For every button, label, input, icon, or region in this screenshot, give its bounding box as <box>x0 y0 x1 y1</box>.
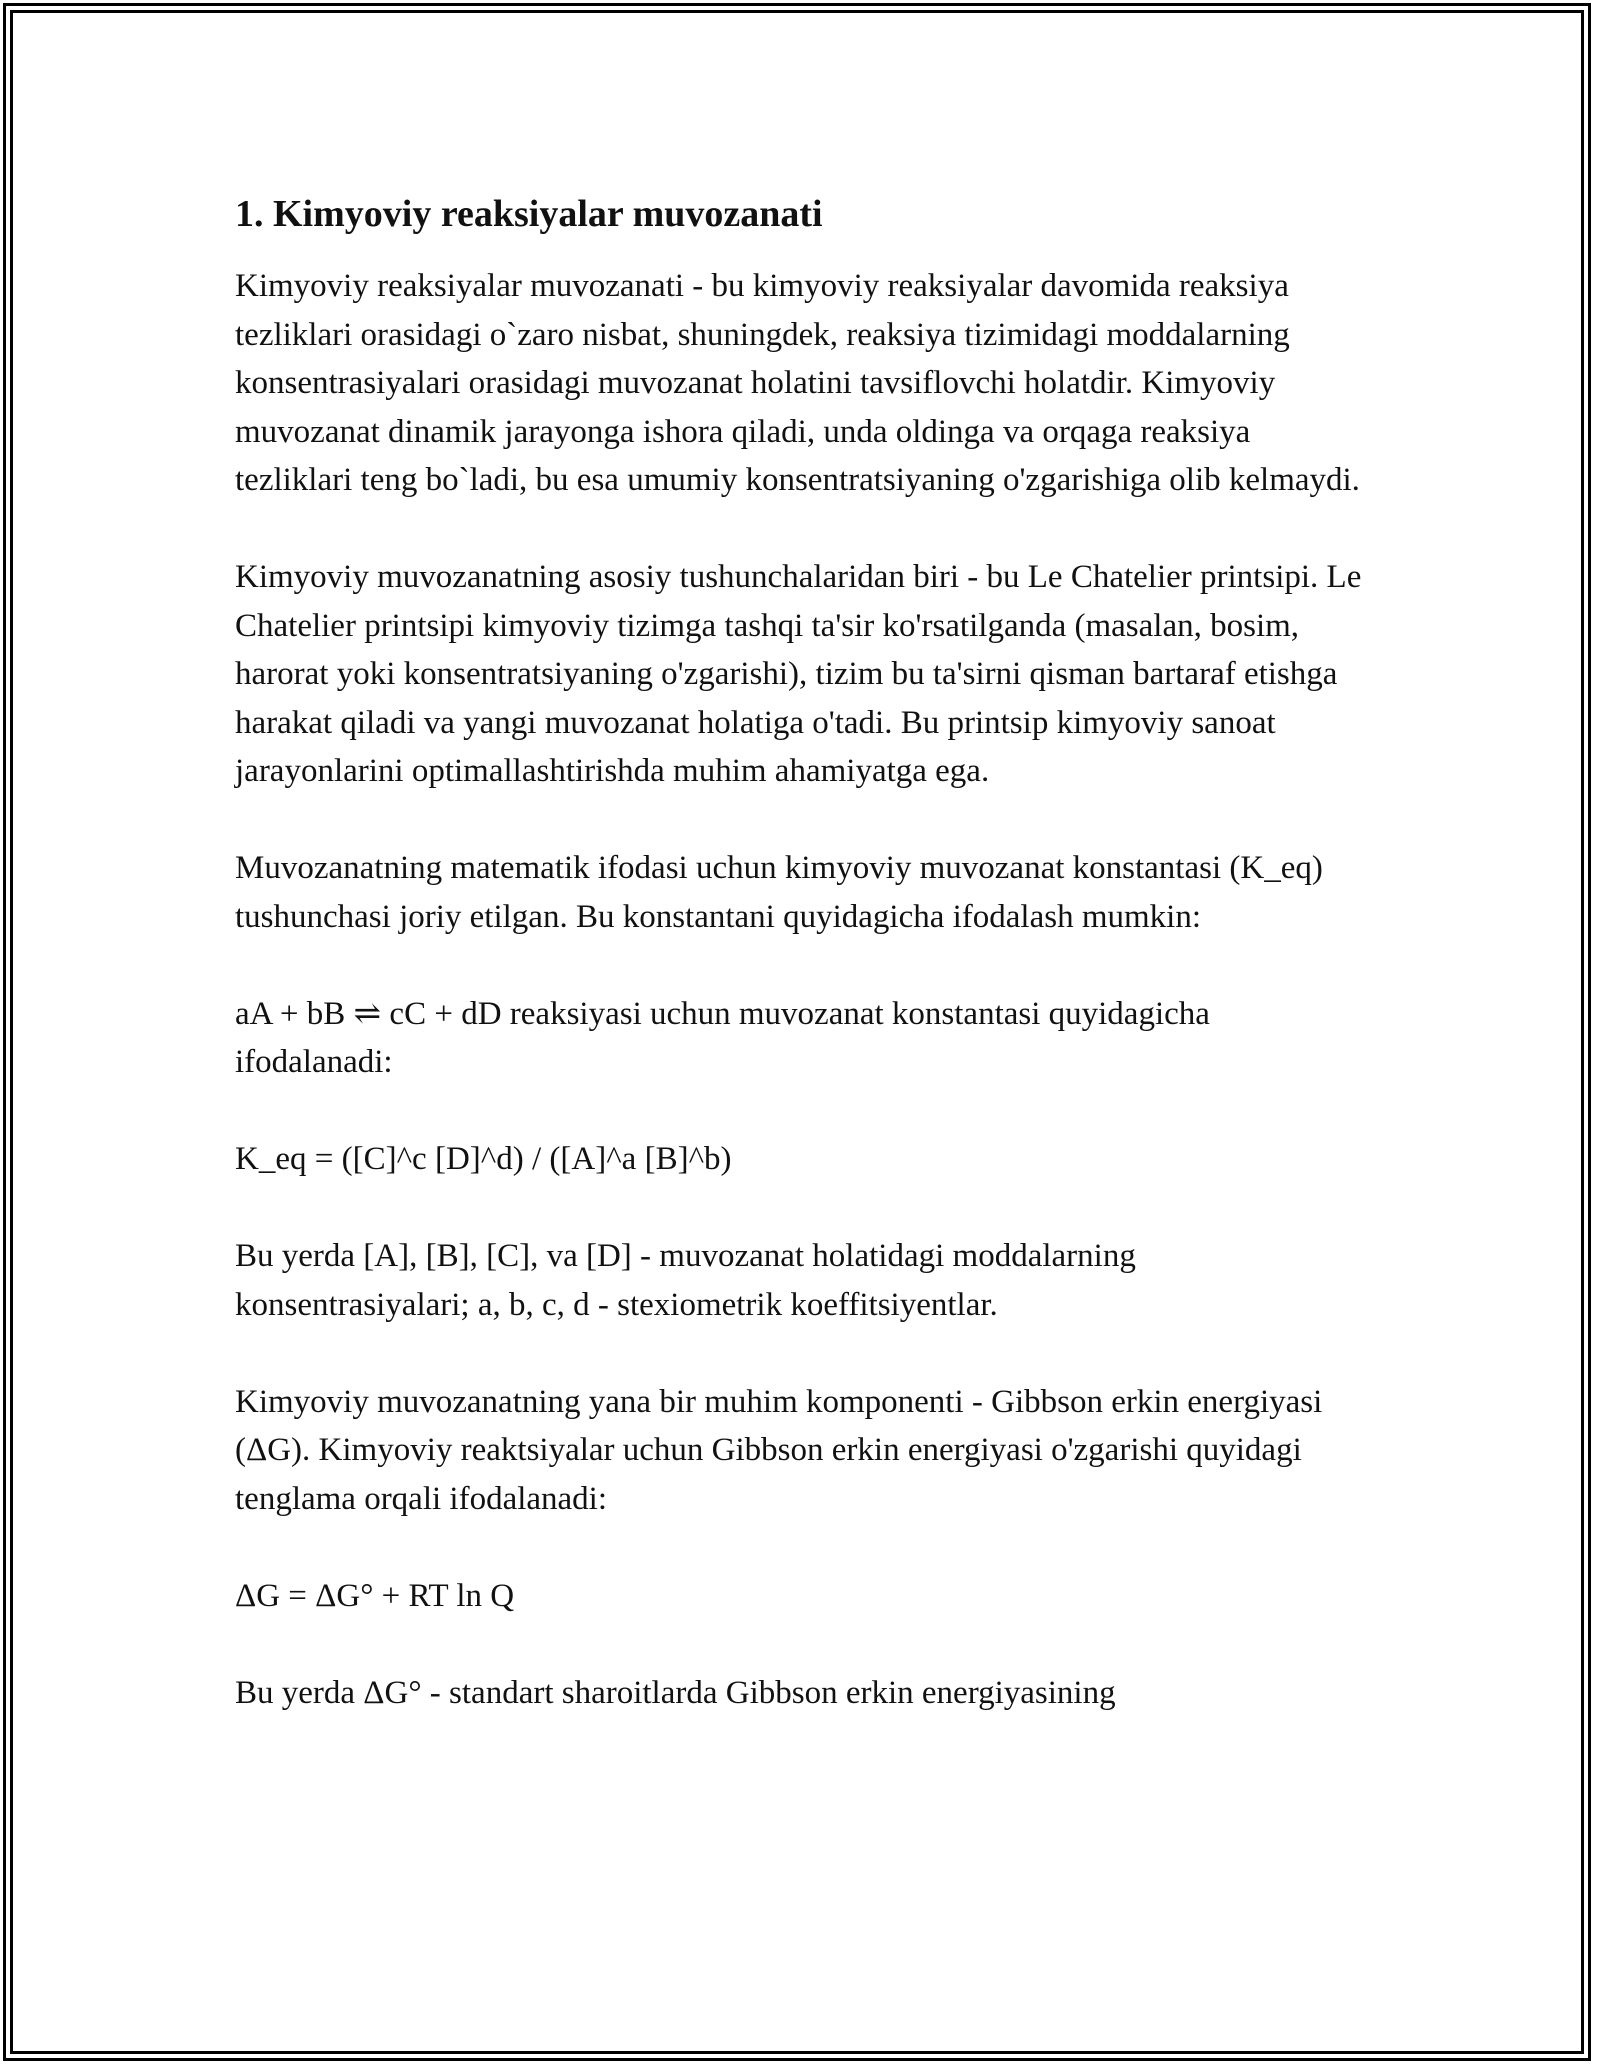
section-heading: 1. Kimyoviy reaksiyalar muvozanati <box>235 193 823 235</box>
paragraph-concentrations: Bu yerda [A], [B], [C], va [D] - muvozanat holatidagi moddalarning konsentrasiyalari; a, b, c, d - stexiometrik koeffitsiyentlar. <box>235 1238 1136 1323</box>
paragraph-reaction-equation: aA + bB ⇌ cC + dD reaksiyasi uchun muvozanat konstantasi quyidagicha ifodalanadi: <box>235 995 1210 1080</box>
paragraph-gibbs-standard: Bu yerda ΔG° - standart sharoitlarda Gibbson erkin energiyasining <box>235 1674 1116 1711</box>
paragraph-le-chatelier: Kimyoviy muvozanatning asosiy tushunchalaridan biri - bu Le Chatelier printsipi. Le Chatelier printsipi kimyoviy tizimga tashqi ta'sir ko'rsatilganda (masalan, bosim, harorat yoki konsentratsiyaning o'zgarishi), tizim bu ta'sirni qisman bartaraf etishga harakat qiladi va yangi muvozanat holatiga o'tadi. Bu printsip kimyoviy sanoat jarayonlarini optimallashtirishda muhim ahamiyatga ega. <box>235 559 1362 789</box>
formula-gibbs: ΔG = ΔG° + RT ln Q <box>235 1577 515 1614</box>
paragraph-gibbs: Kimyoviy muvozanatning yana bir muhim komponenti - Gibbson erkin energiyasi (ΔG). Kimyoviy reaktsiyalar uchun Gibbson erkin energiyasi o'zgarishi quyidagi tenglama orqali ifodalanadi: <box>235 1383 1323 1517</box>
document-body <box>235 190 1365 1766</box>
paragraph-definition: Kimyoviy reaksiyalar muvozanati - bu kimyoviy reaksiyalar davomida reaksiya tezliklari orasidagi o`zaro nisbat, shuningdek, reaksiya tizimidagi moddalarning konsentrasiyalari orasidagi muvozanat holatini tavsiflovchi holatdir. Kimyoviy muvozanat dinamik jarayonga ishora qiladi, unda oldinga va orqaga reaksiya tezliklari teng bo`ladi, bu esa umumiy konsentratsiyaning o'zgarishiga olib kelmaydi. <box>235 268 1360 498</box>
paragraph-equilibrium-constant: Muvozanatning matematik ifodasi uchun kimyoviy muvozanat konstantasi (K_eq) tushunchasi joriy etilgan. Bu konstantani quyidagicha ifodalash mumkin: <box>235 850 1323 935</box>
formula-k-eq: K_eq = ([C]^c [D]^d) / ([A]^a [B]^b) <box>235 1141 732 1177</box>
